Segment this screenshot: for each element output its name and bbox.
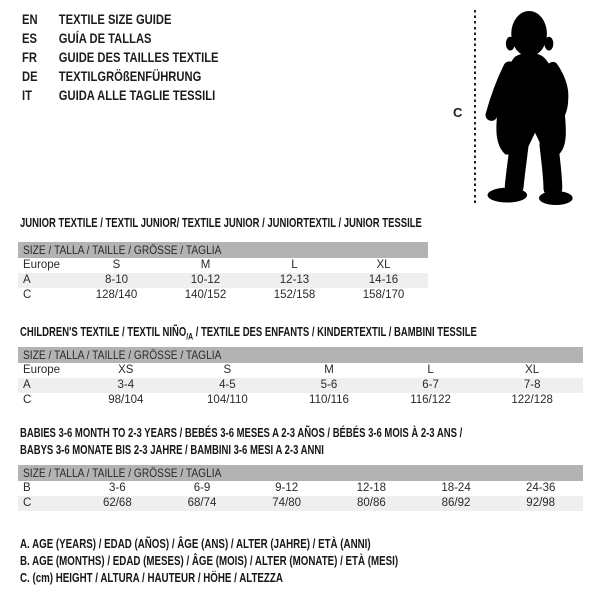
table-row xyxy=(18,378,583,393)
table-cell: 62/68 xyxy=(102,497,132,509)
table-cell: 3-4 xyxy=(117,379,135,391)
size-header-bar xyxy=(18,347,583,363)
table-cell: 122/128 xyxy=(511,394,553,406)
table-cell: 80/86 xyxy=(356,497,386,509)
table-row xyxy=(18,288,428,303)
language-code: IT xyxy=(22,87,32,103)
children-title-text: CHILDREN'S TEXTILE / TEXTIL NIÑO xyxy=(20,325,187,339)
table-row xyxy=(18,393,583,408)
table-cell: L xyxy=(427,364,434,376)
language-label: TEXTILGRÖßENFÜHRUNG xyxy=(58,68,202,84)
table-cell: 10-12 xyxy=(190,274,221,286)
table-cell: 12-13 xyxy=(279,274,310,286)
table-cell: 18-24 xyxy=(441,482,471,494)
table-cell: 3-6 xyxy=(109,482,126,494)
table-cell: S xyxy=(112,259,121,271)
table-cell: 116/122 xyxy=(410,394,451,406)
row-label: C xyxy=(23,497,32,509)
children-title-subscript: /A xyxy=(186,331,194,342)
table-cell: 6-7 xyxy=(422,379,439,391)
language-label: GUIDE DES TAILLES TEXTILE xyxy=(58,49,219,65)
table-cell: 7-8 xyxy=(523,379,541,391)
table-cell: XL xyxy=(525,364,540,376)
table-cell: 4-5 xyxy=(219,379,236,391)
table-cell: 68/74 xyxy=(187,497,217,509)
language-code: FR xyxy=(22,49,37,65)
table-cell: L xyxy=(291,259,298,271)
children-title-text: / TEXTILE DES ENFANTS / KINDERTEXTIL / BAMBINI TESSILE xyxy=(193,325,477,339)
table-cell: 9-12 xyxy=(275,482,299,494)
table-cell: 12-18 xyxy=(356,482,387,494)
children-table-title xyxy=(20,325,477,342)
table-row xyxy=(18,273,428,288)
legend-notes xyxy=(20,536,505,587)
language-list xyxy=(22,10,268,105)
height-c-label: C xyxy=(453,105,463,120)
language-code: ES xyxy=(22,30,37,46)
table-cell: 110/116 xyxy=(309,394,349,406)
table-cell: 98/104 xyxy=(108,394,144,406)
language-label: TEXTILE SIZE GUIDE xyxy=(58,11,172,27)
row-label: B xyxy=(23,482,31,494)
row-label: C xyxy=(23,289,32,301)
size-header-bar xyxy=(18,465,583,481)
note-age-months: B. AGE (MONTHS) / EDAD (MESES) / ÂGE (MOIS) / ALTER (MONATE) / ETÀ (MESI) xyxy=(20,554,399,568)
table-row xyxy=(18,496,583,511)
table-cell: 8-10 xyxy=(104,274,129,286)
language-code: EN xyxy=(22,11,38,27)
language-code: DE xyxy=(22,68,38,84)
language-row-es xyxy=(22,29,219,48)
junior-table-title: JUNIOR TEXTILE / TEXTIL JUNIOR/ TEXTILE JUNIOR / JUNIORTEXTIL / JUNIOR TESSILE xyxy=(20,216,422,230)
table-cell: 140/152 xyxy=(184,289,227,301)
table-cell: 92/98 xyxy=(526,497,556,509)
row-label: C xyxy=(23,394,32,406)
table-cell: 128/140 xyxy=(95,289,138,301)
row-label: A xyxy=(23,379,31,391)
table-cell: M xyxy=(324,364,334,376)
table-cell: XS xyxy=(118,364,134,376)
note-height-cm: C. (cm) HEIGHT / ALTURA / HAUTEUR / HÖHE / ALTEZZA xyxy=(20,571,283,585)
children-size-table xyxy=(18,347,583,408)
table-cell: XL xyxy=(376,259,391,271)
row-label: Europe xyxy=(23,364,61,376)
table-cell: 104/110 xyxy=(207,394,248,406)
babies-table-title-line2: BABYS 3-6 MONATE BIS 2-3 JAHRE / BAMBINI 3-6 MESI A 2-3 ANNI xyxy=(20,443,324,457)
babies-size-table xyxy=(18,465,583,511)
note-age-years: A. AGE (YEARS) / EDAD (AÑOS) / ÂGE (ANS) / ALTER (JAHRE) / ETÀ (ANNI) xyxy=(20,537,371,551)
table-cell: 152/158 xyxy=(273,289,316,301)
table-row xyxy=(18,481,583,496)
size-header-label: SIZE / TALLA / TAILLE / GRÖSSE / TAGLIA xyxy=(23,348,222,362)
table-cell: 14-16 xyxy=(368,274,399,286)
table-row xyxy=(18,363,583,378)
language-label: GUIDA ALLE TAGLIE TESSILI xyxy=(58,87,216,103)
language-row-en xyxy=(22,10,219,29)
table-cell: 5-6 xyxy=(320,379,338,391)
size-header-label: SIZE / TALLA / TAILLE / GRÖSSE / TAGLIA xyxy=(23,243,222,257)
language-label: GUÍA DE TALLAS xyxy=(58,30,152,46)
table-cell: S xyxy=(223,364,232,376)
height-dotted-line xyxy=(474,10,476,204)
size-header-label: SIZE / TALLA / TAILLE / GRÖSSE / TAGLIA xyxy=(23,466,222,480)
language-row-de xyxy=(22,67,219,86)
table-cell: 24-36 xyxy=(525,482,556,494)
size-header-bar xyxy=(18,242,428,258)
language-row-it xyxy=(22,86,219,105)
language-row-fr xyxy=(22,48,219,67)
table-cell: M xyxy=(200,259,211,271)
row-label: Europe xyxy=(23,259,61,271)
row-label: A xyxy=(23,274,31,286)
baby-silhouette-icon xyxy=(483,6,593,206)
table-cell: 74/80 xyxy=(272,497,302,509)
table-cell: 6-9 xyxy=(193,482,211,494)
table-cell: 158/170 xyxy=(362,289,405,301)
babies-table-title-line1: BABIES 3-6 MONTH TO 2-3 YEARS / BEBÉS 3-6 MESES A 2-3 AÑOS / BÉBÉS 3-6 MOIS À 2-3 ANS / xyxy=(20,426,463,440)
table-row xyxy=(18,258,428,273)
table-cell: 86/92 xyxy=(441,497,471,509)
junior-size-table xyxy=(18,242,428,303)
